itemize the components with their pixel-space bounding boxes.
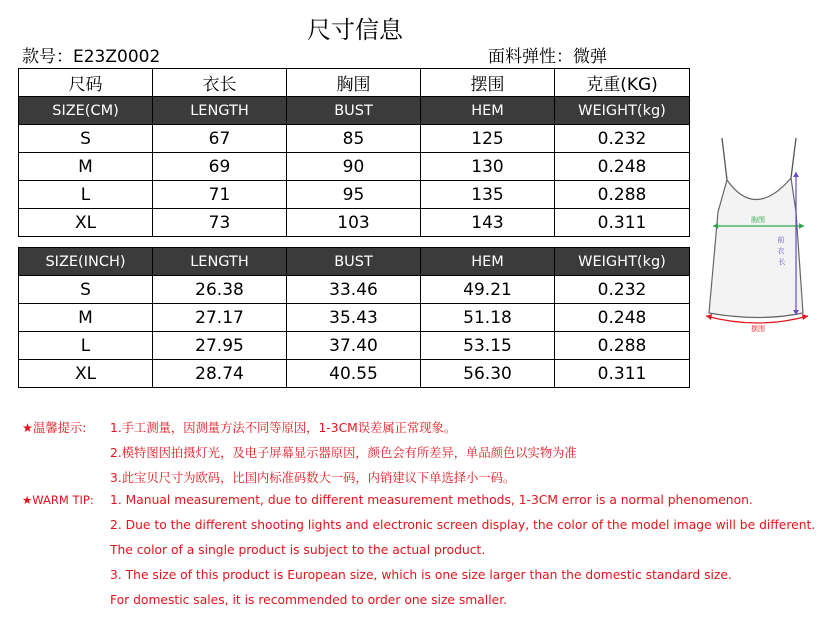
- table-cell: 71: [153, 181, 287, 209]
- cn-tip-label: ★温馨提示:: [22, 421, 87, 435]
- header-cell: LENGTH: [153, 248, 287, 276]
- table-cell: 28.74: [153, 360, 287, 388]
- table-cell: M: [19, 153, 153, 181]
- header-cell: WEIGHT(kg): [555, 97, 690, 125]
- right-strap: [791, 138, 796, 178]
- header-cell: BUST: [287, 97, 421, 125]
- table-cell: 0.288: [555, 181, 690, 209]
- left-strap: [722, 138, 727, 180]
- hem-arrow-left: [706, 314, 712, 320]
- header-row-inch: [19, 248, 690, 276]
- length-arrow-top: [793, 172, 799, 177]
- column-header-length-cn: 衣长: [153, 69, 287, 97]
- cn-tip-line: 3.此宝贝尺寸为欧码，比国内标准码数大一码，内销建议下单选择小一码。: [110, 471, 516, 485]
- en-tip-label: ★WARM TIP:: [22, 493, 94, 507]
- header-cell: HEM: [421, 97, 555, 125]
- table-row: [19, 153, 690, 181]
- column-header-size-cn: 尺码: [19, 69, 153, 97]
- en-tip-line: 3. The size of this product is European size, which is one size larger than the domestic standard size.: [110, 568, 732, 582]
- garment-diagram: [700, 130, 810, 340]
- table-row: [19, 304, 690, 332]
- table-row: [19, 276, 690, 304]
- en-tip-line: The color of a single product is subject to the actual product.: [110, 543, 486, 557]
- table-cell: 69: [153, 153, 287, 181]
- table-row: [19, 125, 690, 153]
- bust-arrow-left: [713, 223, 718, 229]
- table-cell: 85: [287, 125, 421, 153]
- table-cell: 73: [153, 209, 287, 237]
- table-cell: 0.311: [555, 360, 690, 388]
- table-cell: 143: [421, 209, 555, 237]
- table-cell: 40.55: [287, 360, 421, 388]
- table-cell: 0.232: [555, 276, 690, 304]
- table-row: [19, 181, 690, 209]
- cn-tip-line: 2.模特图因拍摄灯光，及电子屏幕显示器原因，颜色会有所差异，单品颜色以实物为准: [110, 446, 577, 460]
- cn-tip-line: 1.手工测量，因测量方法不同等原因，1-3CM误差属正常现象。: [110, 421, 457, 435]
- hem-arrow-right: [802, 314, 808, 320]
- table-cell: 0.248: [555, 304, 690, 332]
- table-cell: M: [19, 304, 153, 332]
- table-cell: 26.38: [153, 276, 287, 304]
- table-cell: 53.15: [421, 332, 555, 360]
- column-header-cn-row: [19, 69, 690, 97]
- table-cell: 130: [421, 153, 555, 181]
- table-row: [19, 209, 690, 237]
- header-row-cm: [19, 97, 690, 125]
- table-cell: 103: [287, 209, 421, 237]
- size-table-inch: [18, 247, 690, 388]
- header-cell: WEIGHT(kg): [555, 248, 690, 276]
- table-cell: 0.311: [555, 209, 690, 237]
- style-number: 款号：E23Z0002: [22, 47, 161, 67]
- table-cell: 95: [287, 181, 421, 209]
- table-cell: 27.17: [153, 304, 287, 332]
- header-cell: LENGTH: [153, 97, 287, 125]
- length-label: [777, 235, 786, 266]
- tank-top-outline: [709, 178, 803, 318]
- column-header-bust-cn: 胸围: [287, 69, 421, 97]
- table-cell: 125: [421, 125, 555, 153]
- header-cell: SIZE(INCH): [19, 248, 153, 276]
- table-cell: 37.40: [287, 332, 421, 360]
- table-cell: 0.288: [555, 332, 690, 360]
- table-cell: 51.18: [421, 304, 555, 332]
- table-cell: 135: [421, 181, 555, 209]
- table-cell: 35.43: [287, 304, 421, 332]
- table-cell: XL: [19, 360, 153, 388]
- table-row: [19, 360, 690, 388]
- length-label-char-1: 前: [777, 236, 785, 244]
- table-cell: XL: [19, 209, 153, 237]
- header-cell: HEM: [421, 248, 555, 276]
- table-cell: 67: [153, 125, 287, 153]
- fabric-elasticity: 面料弹性：微弹: [488, 47, 607, 67]
- table-row: [19, 332, 690, 360]
- table-cell: 0.248: [555, 153, 690, 181]
- page-title: 尺寸信息: [307, 16, 403, 44]
- en-tip-line: 1. Manual measurement, due to different measurement methods, 1-3CM error is a normal phenomenon.: [110, 493, 753, 507]
- en-tip-line: 2. Due to the different shooting lights and electronic screen display, the color of the model image will be different.: [110, 518, 816, 532]
- table-cell: 27.95: [153, 332, 287, 360]
- table-cell: 0.232: [555, 125, 690, 153]
- column-header-weight-cn: 克重(KG): [555, 69, 690, 97]
- en-tip-line: For domestic sales, it is recommended to order one size smaller.: [110, 593, 508, 607]
- length-label-char-3: 长: [778, 258, 786, 266]
- table-cell: S: [19, 276, 153, 304]
- column-header-hem-cn: 摆围: [421, 69, 555, 97]
- table-cell: 56.30: [421, 360, 555, 388]
- length-label-char-2: 衣: [777, 247, 785, 255]
- size-table-cm: [18, 68, 690, 237]
- table-cell: 49.21: [421, 276, 555, 304]
- table-cell: 90: [287, 153, 421, 181]
- table-cell: L: [19, 181, 153, 209]
- header-cell: BUST: [287, 248, 421, 276]
- hem-label: 摆围: [751, 325, 765, 333]
- table-cell: S: [19, 125, 153, 153]
- bust-label: 胸围: [751, 216, 765, 224]
- table-cell: L: [19, 332, 153, 360]
- table-cell: 33.46: [287, 276, 421, 304]
- header-cell: SIZE(CM): [19, 97, 153, 125]
- bust-arrow-right: [799, 223, 804, 229]
